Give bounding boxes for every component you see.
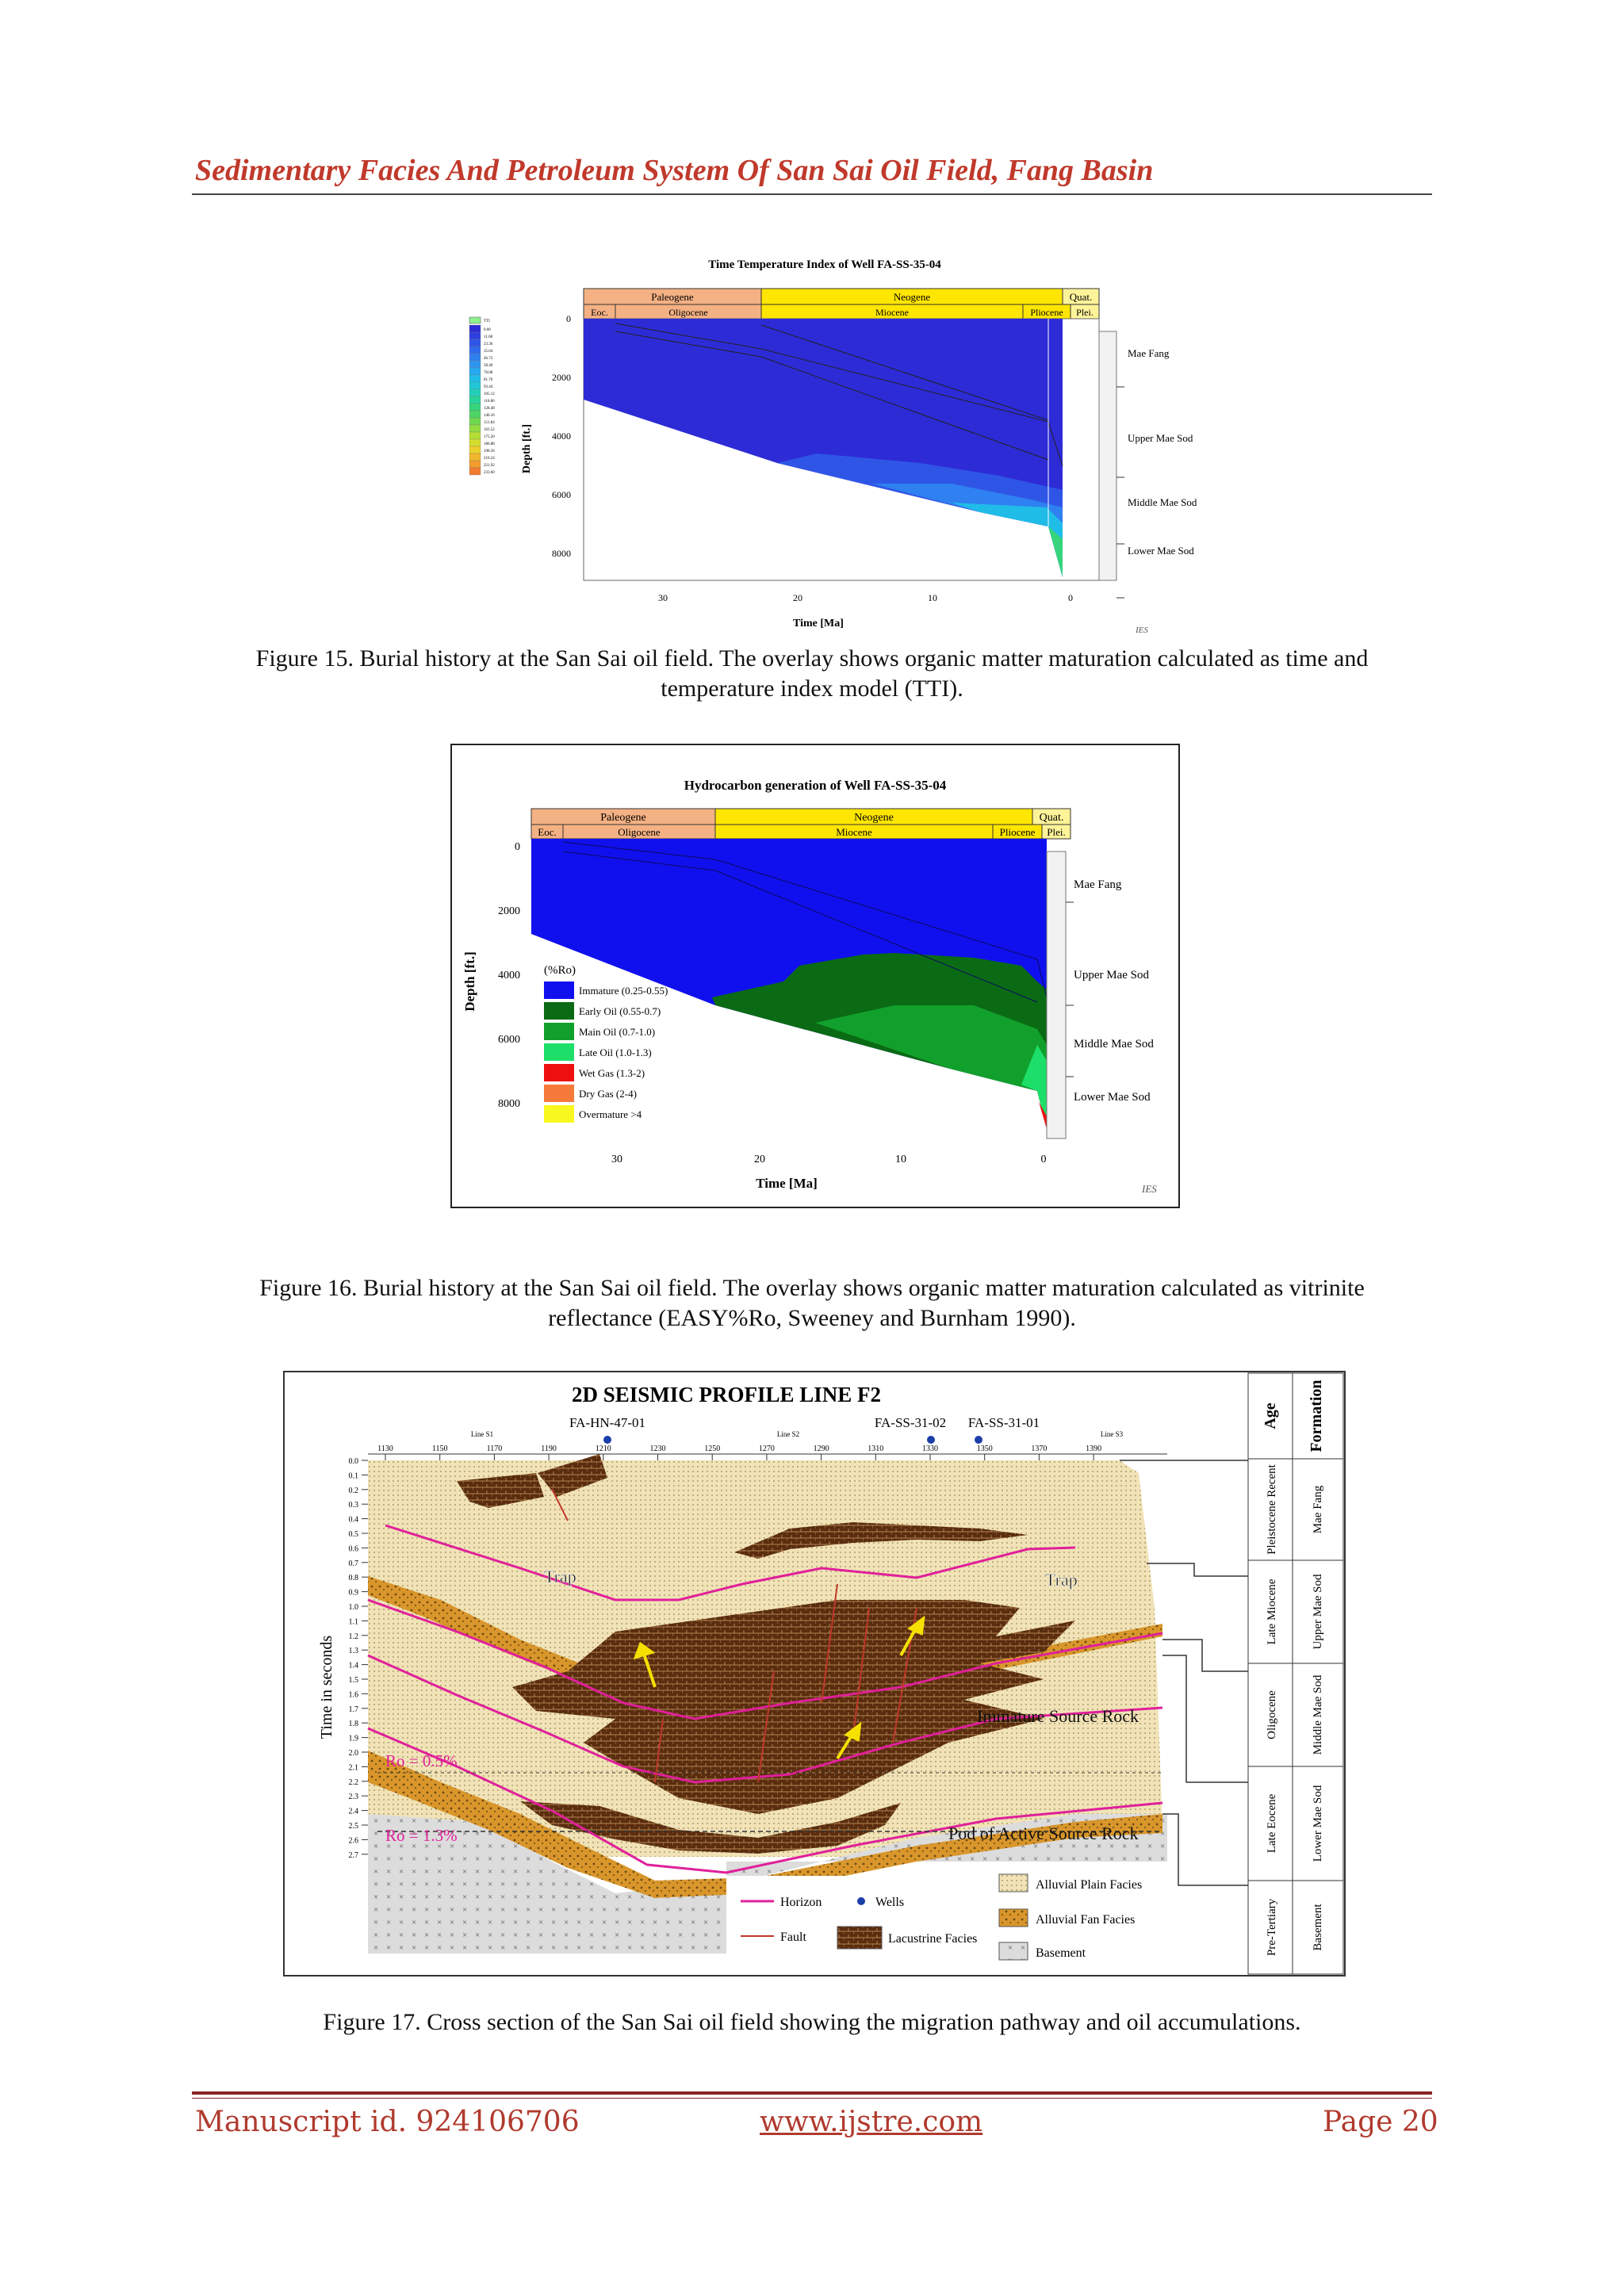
legend-swatch: [469, 439, 481, 446]
legend-swatch: [544, 1002, 574, 1020]
formation-lower-mae-sod: Lower Mae Sod: [1312, 1785, 1324, 1862]
legend-label: Main Oil (0.7-1.0): [579, 1026, 656, 1038]
fig16-depth-0: 0: [515, 841, 520, 853]
time-tick-label: 1.5: [348, 1676, 358, 1685]
fig15-time-0: 0: [1068, 592, 1073, 603]
legend-swatch: [469, 325, 481, 332]
legend-horizon: Horizon: [780, 1896, 822, 1909]
fig16-depth-4000: 4000: [498, 970, 520, 982]
legend-basement: Basement: [1036, 1946, 1086, 1960]
legend-value: 23.36: [484, 342, 493, 346]
fig15-depth-axis: [552, 313, 571, 559]
legend-swatch: [469, 332, 481, 339]
legend-swatch: [469, 411, 481, 418]
fig15-period-neogene: Neogene: [893, 291, 931, 303]
fig15-formation-upper-mae-sod: Upper Mae Sod: [1128, 432, 1193, 444]
legend-swatch: [469, 346, 481, 354]
time-tick-label: 0.0: [348, 1457, 358, 1466]
legend-label: Late Oil (1.0-1.3): [579, 1047, 652, 1058]
figure-16-ro-chart: [450, 744, 1180, 1208]
fig17-well-fa-hn-47-01: FA-HN-47-01: [569, 1415, 646, 1430]
time-tick-label: 1.9: [348, 1734, 358, 1743]
time-tick-label: 0.3: [348, 1501, 358, 1510]
cdp-tick-label: 1210: [595, 1445, 611, 1453]
fig16-ylabel: Depth [ft.]: [462, 951, 477, 1012]
footer-divider: [192, 2091, 1432, 2095]
legend-value: 0.00: [484, 328, 491, 332]
fig15-time-20: 20: [793, 592, 802, 603]
legend-swatch: [469, 382, 481, 389]
legend-value: 128.48: [484, 407, 495, 411]
legend-swatch: [469, 404, 481, 411]
annotation-ro-05: Ro = 0.5%: [385, 1751, 458, 1770]
fig15-time-10: 10: [928, 592, 937, 603]
fig17-title: 2D SEISMIC PROFILE LINE F2: [571, 1383, 882, 1406]
time-tick-label: 1.4: [348, 1661, 358, 1670]
fig16-period-quat: Quat.: [1039, 812, 1064, 824]
time-tick-label: 1.2: [348, 1632, 358, 1641]
fig16-xlabel: Time [Ma]: [756, 1176, 818, 1191]
fig16-period-neogene: Neogene: [854, 812, 894, 824]
fig15-time-30: 30: [658, 592, 668, 603]
legend-value: 140.16: [484, 414, 495, 418]
time-tick-label: 1.7: [348, 1705, 358, 1714]
legend-swatch: [469, 468, 481, 475]
time-tick-label: 2.2: [348, 1777, 358, 1787]
fig15-ylabel: Depth [ft.]: [521, 423, 533, 474]
fig16-formation-upper-mae-sod: Upper Mae Sod: [1074, 969, 1149, 982]
time-tick-label: 1.1: [348, 1617, 358, 1627]
legend-swatch: [469, 446, 481, 453]
well-icon: [927, 1436, 935, 1444]
footer-divider-thin: [192, 2098, 1432, 2099]
legend-swatch: [544, 1085, 574, 1102]
fig16-time-10: 10: [895, 1154, 906, 1165]
fig15-depth-2000: 2000: [552, 372, 571, 383]
legend-swatch: [469, 389, 481, 396]
legend-alluvial-fan: Alluvial Fan Facies: [1036, 1913, 1136, 1927]
legend-label: Early Oil (0.55-0.7): [579, 1005, 661, 1017]
fig17-line-s1: Line S1: [470, 1430, 494, 1438]
figure-17-seismic-profile: [282, 1370, 1348, 1977]
legend-swatch: [469, 354, 481, 361]
cdp-tick-label: 1330: [922, 1445, 938, 1453]
fig17-ylabel: Time in seconds: [318, 1635, 335, 1739]
manuscript-id: Manuscript id. 924106706: [195, 2106, 580, 2138]
figure-15-tti-chart: [444, 238, 1237, 642]
cdp-tick-label: 1230: [649, 1445, 666, 1453]
fig16-logo: IES: [1142, 1183, 1157, 1195]
cdp-tick-label: 1170: [486, 1445, 503, 1453]
age-oligocene: Oligocene: [1266, 1690, 1278, 1739]
time-tick-label: 1.3: [348, 1647, 358, 1656]
legend-swatch: [544, 982, 574, 999]
fig16-formation-mae-fang: Mae Fang: [1074, 878, 1122, 891]
fig17-legend: [726, 1874, 1170, 1971]
formation-upper-mae-sod: Upper Mae Sod: [1312, 1574, 1324, 1650]
legend-swatch: [544, 1064, 574, 1081]
fig16-legend-title: (%Ro): [544, 964, 576, 977]
fig15-formation-lower-mae-sod: Lower Mae Sod: [1128, 545, 1194, 557]
fig16-epoch-oligocene: Oligocene: [618, 826, 661, 838]
legend-swatch: [469, 339, 481, 346]
legend-label: Immature (0.25-0.55): [579, 985, 668, 997]
legend-swatch: [469, 368, 481, 375]
annotation-trap-right: Trap: [1045, 1570, 1078, 1590]
fig16-time-0: 0: [1040, 1154, 1047, 1165]
fig16-formation-lower-mae-sod: Lower Mae Sod: [1074, 1091, 1151, 1104]
fig15-depth-0: 0: [566, 313, 571, 324]
fig16-epoch-plei: Plei.: [1047, 826, 1066, 838]
time-tick-label: 2.5: [348, 1822, 358, 1831]
time-tick-label: 2.0: [348, 1749, 358, 1758]
age-pleistocene-recent: Pleistocene Recent: [1266, 1464, 1278, 1555]
fig16-depth-8000: 8000: [498, 1098, 520, 1110]
page-number: Page 20: [1323, 2106, 1438, 2138]
column-header-age: Age: [1262, 1402, 1279, 1429]
fig16-period-paleogene: Paleogene: [600, 812, 646, 824]
time-tick-label: 2.1: [348, 1763, 358, 1773]
fig16-epoch-eoc: Eoc.: [538, 826, 557, 838]
legend-label: Wet Gas (1.3-2): [579, 1067, 645, 1079]
time-tick-label: 2.6: [348, 1836, 358, 1846]
fig15-formation-mae-fang: Mae Fang: [1128, 347, 1170, 359]
legend-value: 35.04: [484, 350, 493, 354]
legend-value: 198.56: [484, 450, 495, 453]
fig15-time-axis: [658, 592, 1073, 603]
legend-value: 46.72: [484, 357, 493, 361]
fig15-logo: IES: [1136, 626, 1148, 635]
time-tick-label: 0.6: [348, 1544, 358, 1554]
legend-swatch: [544, 1023, 574, 1040]
legend-swatch: [469, 432, 481, 439]
time-tick-label: 0.1: [348, 1471, 358, 1481]
cdp-tick-label: 1270: [758, 1445, 775, 1453]
fig15-formation-labels: [1116, 347, 1197, 598]
fig16-depth-2000: 2000: [498, 905, 520, 917]
column-header-formation: Formation: [1308, 1380, 1325, 1452]
fig16-formation-middle-mae-sod: Middle Mae Sod: [1074, 1038, 1154, 1050]
fig15-epoch-pliocene: Pliocene: [1030, 307, 1063, 318]
legend-value: 11.68: [484, 335, 493, 339]
fig15-epoch-miocene: Miocene: [875, 307, 909, 318]
legend-value: 233.60: [484, 471, 495, 475]
annotation-trap-left: Trap: [544, 1567, 576, 1586]
well-icon: [603, 1436, 611, 1444]
fig16-epoch-pliocene: Pliocene: [999, 826, 1036, 838]
annotation-ro-13: Ro = 1.3%: [385, 1826, 458, 1845]
fig16-title: Hydrocarbon generation of Well FA-SS-35-04: [684, 778, 947, 793]
cdp-tick-label: 1370: [1031, 1445, 1048, 1453]
fig15-epoch-plei: Plei.: [1076, 307, 1094, 318]
legend-value: 175.20: [484, 435, 495, 439]
time-tick-label: 0.5: [348, 1530, 358, 1539]
time-tick-label: 0.8: [348, 1574, 358, 1583]
running-header: Sedimentary Facies And Petroleum System Of San Sai Oil Field, Fang Basin: [195, 154, 1154, 187]
fig17-line-s2: Line S2: [776, 1430, 800, 1438]
legend-swatch: [469, 396, 481, 404]
legend-swatch: [544, 1043, 574, 1061]
time-tick-label: 0.9: [348, 1588, 358, 1598]
fig15-epoch-eoc: Eoc.: [591, 307, 608, 318]
legend-value: 105.12: [484, 392, 495, 396]
formation-middle-mae-sod: Middle Mae Sod: [1312, 1674, 1324, 1755]
legend-label: Overmature >4: [579, 1108, 642, 1120]
time-tick-label: 2.4: [348, 1807, 358, 1816]
cdp-tick-label: 1130: [377, 1445, 393, 1453]
age-late-eocene: Late Eocene: [1266, 1793, 1278, 1854]
cdp-tick-label: 1190: [541, 1445, 557, 1453]
fig15-formation-middle-mae-sod: Middle Mae Sod: [1128, 496, 1197, 508]
legend-value: 58.40: [484, 364, 493, 368]
journal-website-link[interactable]: www.ijstre.com: [760, 2106, 983, 2138]
figure-16-caption: Figure 16. Burial history at the San Sai oil field. The overlay shows organic matter maturation calculated as vitrinite reflectance (EASY%Ro, Sweeney and Burnham 1990).: [259, 1275, 1365, 1331]
figure-15-caption: Figure 15. Burial history at the San Sai oil field. The overlay shows organic matter maturation calculated as time and temperature index model (TTI).: [255, 645, 1369, 702]
time-tick-label: 1.8: [348, 1720, 358, 1729]
annotation-immature-source-rock: Immature Source Rock: [977, 1706, 1139, 1726]
fig17-strat-table: [1248, 1373, 1343, 1974]
legend-value: 210.24: [484, 457, 495, 461]
legend-swatch: [469, 453, 481, 461]
time-tick-label: 1.0: [348, 1603, 358, 1612]
time-tick-label: 1.6: [348, 1690, 358, 1700]
fig15-depth-4000: 4000: [552, 430, 571, 442]
fig15-title: Time Temperature Index of Well FA-SS-35-04: [708, 258, 941, 271]
cdp-tick-label: 1390: [1086, 1445, 1102, 1453]
fig16-depth-6000: 6000: [498, 1034, 520, 1046]
wells-icon: [857, 1897, 865, 1905]
legend-lacustrine: Lacustrine Facies: [888, 1932, 978, 1946]
formation-basement: Basement: [1312, 1904, 1324, 1951]
legend-swatch: [469, 375, 481, 382]
legend-value: 70.08: [484, 371, 493, 375]
legend-value: 81.76: [484, 378, 493, 382]
annotation-pod-active-source-rock: Pod of Active Source Rock: [948, 1823, 1139, 1843]
time-tick-label: 2.3: [348, 1793, 358, 1802]
legend-swatch: [469, 418, 481, 425]
legend-value: 221.92: [484, 464, 495, 468]
legend-wells: Wells: [875, 1896, 905, 1909]
cdp-tick-label: 1290: [813, 1445, 829, 1453]
legend-label: Dry Gas (2-4): [579, 1088, 637, 1100]
time-tick-label: 2.7: [348, 1850, 358, 1860]
legend-value: 116.80: [484, 400, 495, 404]
legend-swatch: [544, 1105, 574, 1123]
fig15-depth-6000: 6000: [552, 489, 571, 500]
legend-value: 151.84: [484, 421, 495, 425]
time-tick-label: 0.4: [348, 1515, 358, 1525]
age-late-miocene: Late Miocene: [1266, 1578, 1278, 1645]
legend-swatch-header: [469, 317, 481, 323]
time-tick-label: 0.7: [348, 1559, 358, 1568]
header-divider: [192, 193, 1432, 195]
fig16-epoch-miocene: Miocene: [836, 826, 872, 838]
fig15-depth-8000: 8000: [552, 548, 571, 559]
legend-value: 163.52: [484, 428, 495, 432]
fig15-epoch-oligocene: Oligocene: [668, 307, 708, 318]
legend-value: 186.88: [484, 442, 495, 446]
legend-swatch: [469, 361, 481, 368]
time-tick-label: 0.2: [348, 1486, 358, 1495]
cdp-tick-label: 1350: [976, 1445, 993, 1453]
fig15-tti-legend: [469, 317, 495, 475]
legend-swatch: [469, 425, 481, 432]
age-pre-tertiary: Pre-Tertiary: [1266, 1898, 1278, 1957]
fig17-line-s3: Line S3: [1100, 1430, 1124, 1438]
legend-value: 93.44: [484, 385, 493, 389]
fig15-xlabel: Time [Ma]: [793, 618, 844, 629]
fig17-well-fa-ss-31-02: FA-SS-31-02: [874, 1415, 947, 1430]
fig17-well-fa-ss-31-01: FA-SS-31-01: [967, 1415, 1040, 1430]
legend-alluvial-plain: Alluvial Plain Facies: [1036, 1878, 1143, 1892]
formation-mae-fang: Mae Fang: [1312, 1485, 1324, 1534]
legend-header: TTI: [484, 320, 490, 323]
fig15-period-quat: Quat.: [1069, 291, 1093, 303]
fig15-period-paleogene: Paleogene: [651, 291, 694, 303]
fig16-time-20: 20: [754, 1154, 765, 1165]
cdp-tick-label: 1250: [704, 1445, 721, 1453]
legend-fault: Fault: [780, 1931, 806, 1944]
figure-17-caption: Figure 17. Cross section of the San Sai oil field showing the migration pathway and oil accumulations.: [323, 2009, 1301, 2035]
legend-swatch: [469, 461, 481, 468]
cdp-tick-label: 1310: [868, 1445, 884, 1453]
cdp-tick-label: 1150: [431, 1445, 448, 1453]
well-icon: [975, 1436, 982, 1444]
fig16-time-30: 30: [611, 1154, 622, 1165]
